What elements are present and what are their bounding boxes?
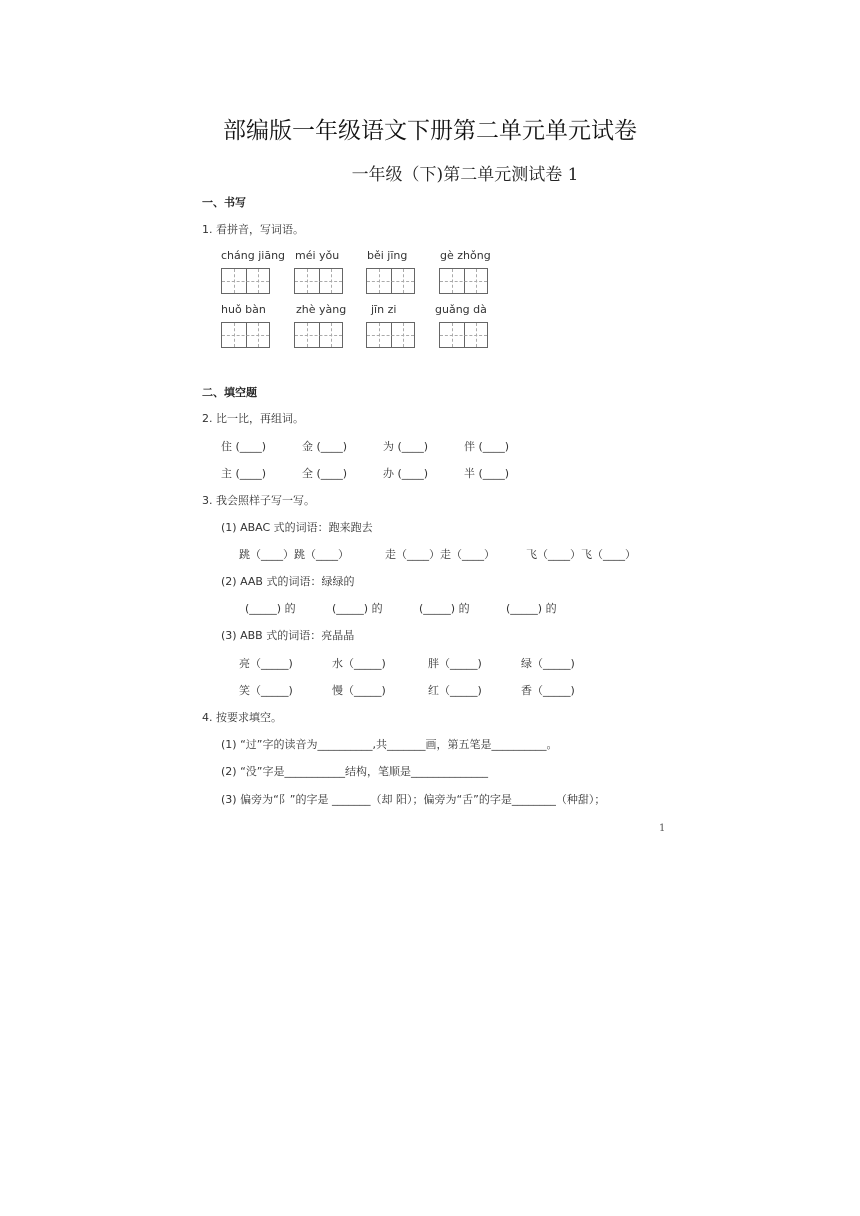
question-3: 3. 我会照样子写一写。 [202, 494, 315, 507]
writing-grid-box[interactable] [221, 322, 270, 348]
pattern-3-item: 香（_____) [521, 684, 575, 697]
pattern-2-label: (2) AAB 式的词语：绿绿的 [221, 575, 355, 588]
pinyin-label: gè zhǒng [440, 249, 491, 262]
writing-grid-box[interactable] [366, 322, 415, 348]
pinyin-label: jīn zi [371, 303, 397, 316]
writing-grid-box[interactable] [439, 322, 488, 348]
compare-item: 住 (____) [221, 440, 267, 453]
pattern-1-item: 跳（____）跳（____） [239, 548, 349, 561]
pattern-2-item: (_____) 的 [332, 602, 383, 615]
pinyin-label: guǎng dà [435, 303, 487, 316]
question-4-part-1: (1) “过”字的读音为__________,共_______画，第五笔是__________。 [221, 738, 558, 751]
section-heading-fill-blank: 二、填空题 [202, 386, 257, 399]
question-2: 2. 比一比，再组词。 [202, 412, 304, 425]
pinyin-label: huǒ bàn [221, 303, 266, 316]
pattern-3-item: 亮（_____) [239, 657, 293, 670]
writing-grid-box[interactable] [439, 268, 488, 294]
pinyin-label: běi jīng [367, 249, 408, 262]
pattern-3-label: (3) ABB 式的词语：亮晶晶 [221, 629, 355, 642]
compare-item: 金 (____) [302, 440, 348, 453]
pattern-3-item: 笑（_____) [239, 684, 293, 697]
document-title: 部编版一年级语文下册第二单元单元试卷 [223, 118, 637, 144]
pattern-3-item: 红（_____) [428, 684, 482, 697]
compare-item: 伴 (____) [464, 440, 510, 453]
section-heading-writing: 一、书写 [202, 196, 246, 209]
pattern-2-item: (_____) 的 [506, 602, 557, 615]
writing-grid-box[interactable] [294, 322, 343, 348]
pinyin-label: méi yǒu [295, 249, 340, 262]
pinyin-label: zhè yàng [296, 303, 347, 316]
pattern-1-label: (1) ABAC 式的词语：跑来跑去 [221, 521, 373, 534]
writing-grid-box[interactable] [294, 268, 343, 294]
pinyin-label: cháng jiāng [221, 249, 286, 262]
test-subtitle: 一年级（下)第二单元测试卷 1 [351, 165, 579, 185]
pattern-3-item: 胖（_____) [428, 657, 482, 670]
question-1: 1. 看拼音，写词语。 [202, 223, 304, 236]
question-4-part-3: (3) 偏旁为“阝”的字是 _______（却 阳）；偏旁为“舌”的字是________（种甜）； [221, 793, 606, 806]
question-4-part-2: (2) “没”字是___________结构，笔顺是______________ [221, 765, 488, 778]
pattern-3-item: 慢（_____) [332, 684, 386, 697]
page-number: 1 [659, 823, 666, 834]
pattern-2-item: (_____) 的 [419, 602, 470, 615]
compare-item: 半 (____) [464, 467, 510, 480]
pattern-2-item: (_____) 的 [245, 602, 296, 615]
writing-grid-box[interactable] [221, 268, 270, 294]
pattern-3-item: 绿（_____) [521, 657, 575, 670]
pattern-1-item: 飞（____）飞（____） [526, 548, 636, 561]
compare-item: 全 (____) [302, 467, 348, 480]
compare-item: 主 (____) [221, 467, 267, 480]
pattern-1-item: 走（____）走（____） [385, 548, 495, 561]
question-4: 4. 按要求填空。 [202, 711, 282, 724]
writing-grid-box[interactable] [366, 268, 415, 294]
pattern-3-item: 水（_____) [332, 657, 386, 670]
compare-item: 办 (____) [383, 467, 429, 480]
compare-item: 为 (____) [383, 440, 429, 453]
